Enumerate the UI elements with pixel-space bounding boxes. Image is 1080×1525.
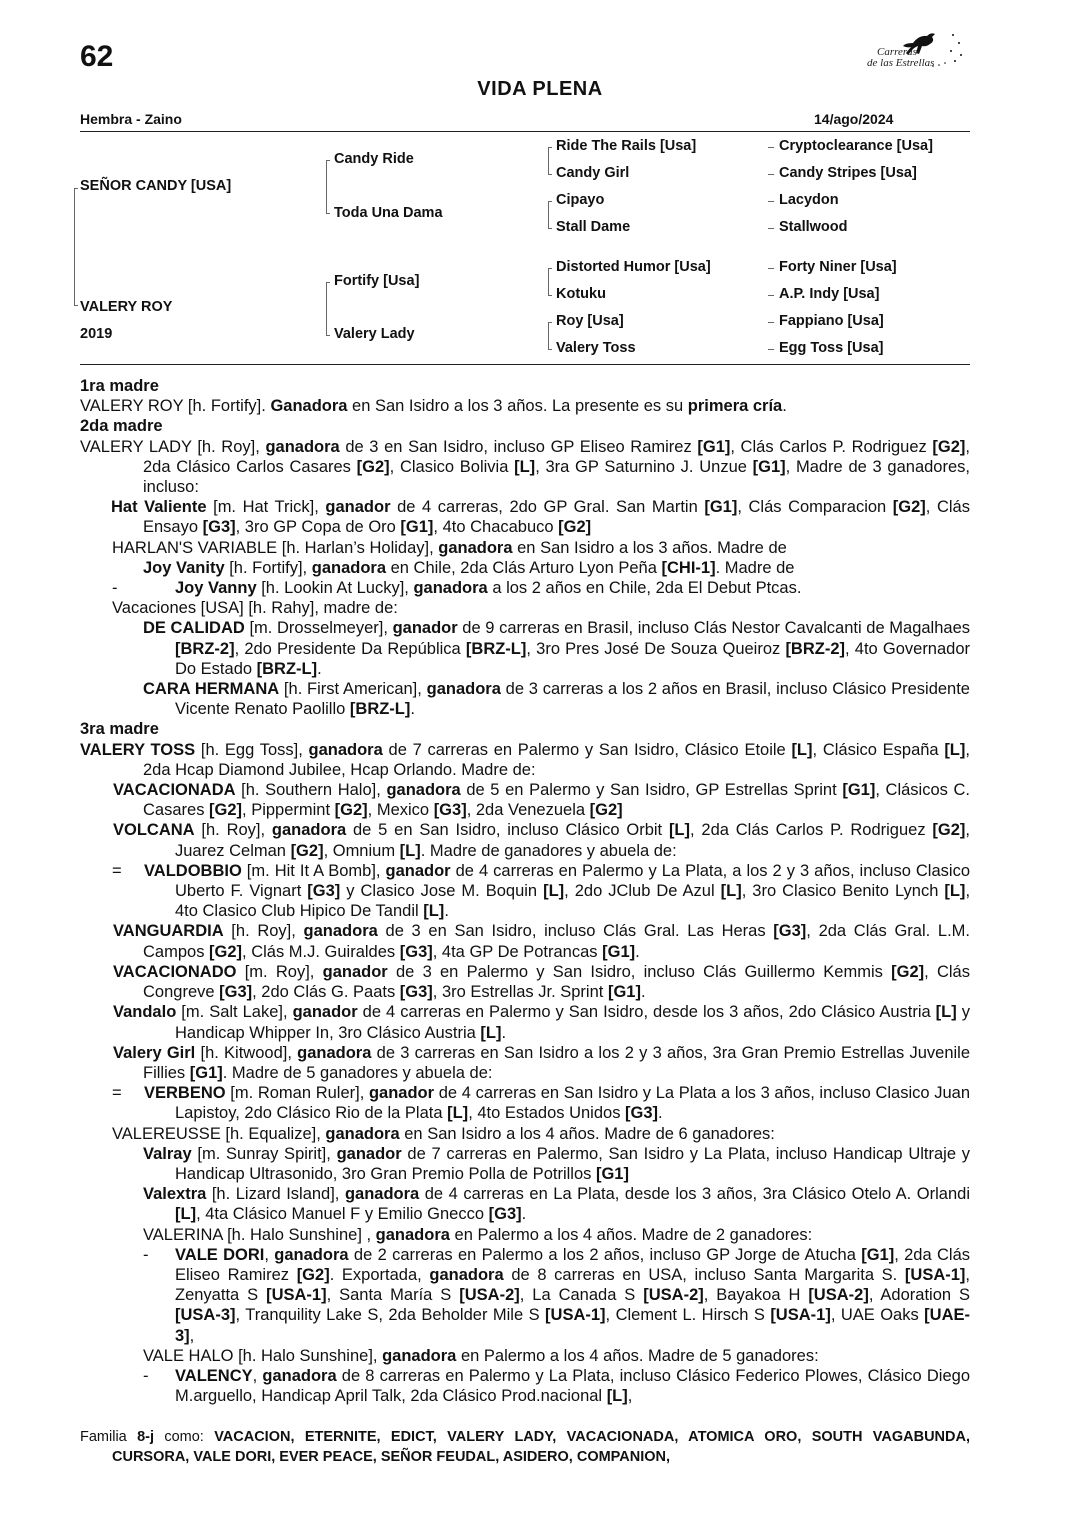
paragraph: Valextra [h. Lizard Island], ganadora de 4 carreras en La Plata, desde los 3 años, 3ra Clásico Otelo A. Orlandi [L], 4ta Clásico Manuel F y Emilio Gnecco [G3]. bbox=[143, 1185, 970, 1224]
paragraph bbox=[80, 1366, 970, 1406]
paragraph: Hat Valiente [m. Hat Trick], ganador de 4 carreras, 2do GP Gral. San Martin [G1], Clás Comparacion [G2], Clás Ensayo [G3], 3ro GP Copa de Oro [G1], 4to Chacabuco [G2] bbox=[111, 498, 970, 537]
paragraph-text: VALDOBBIO [m. Hit It A Bomb], ganador de 4 carreras en Palermo y La Plata, a los 2 y 3 años, incluso Clasico Uberto F. Vignart [G3] y Clasico Jose M. Boquin [L], 2do JClub De Azul [L], 3ro Clasico Benito Lynch [L], 4to Clasico Club Hipico De Tandil [L]. bbox=[144, 861, 971, 921]
dam: VALERY ROY bbox=[80, 299, 173, 315]
paragraph: VALERY ROY [h. Fortify]. Ganadora en San Isidro a los 3 años. La presente es su primera cría. bbox=[80, 397, 787, 416]
paragraph: CARA HERMANA [h. First American], ganadora de 3 carreras a los 2 años en Brasil, incluso Clásico Presidente Vicente Renato Paolillo [BRZ-L]. bbox=[143, 680, 970, 719]
section-heading: 3ra madre bbox=[80, 720, 159, 739]
produce-record bbox=[80, 376, 970, 1406]
pedigree-divider bbox=[80, 364, 970, 365]
pedigree-g3-8: Valery Toss bbox=[556, 340, 636, 356]
pedigree-g3-6: Kotuku bbox=[556, 286, 606, 302]
family-como: como: bbox=[154, 1429, 215, 1445]
logo-text-line2: de las Estrellas bbox=[867, 57, 935, 69]
paragraph: VANGUARDIA [h. Roy], ganadora de 3 en San Isidro, incluso Clás Gral. Las Heras [G3], 2da Clás Gral. L.M. Campos [G2], Clás M.J. Guiraldes [G3], 4ta GP De Potrancas [G1]. bbox=[113, 922, 971, 961]
dash-marker: - bbox=[143, 1245, 149, 1264]
paragraph-text: VERBENO [m. Roman Ruler], ganador de 4 carreras en San Isidro y La Plata a los 3 años, incluso Clasico Juan Lapistoy, 2do Clásico Rio de la Plata [L], 4to Estados Unidos [G3]. bbox=[144, 1084, 970, 1123]
pedigree-g4-4: Stallwood bbox=[779, 219, 848, 235]
paragraph: VACACIONADO [m. Roy], ganador de 3 en Palermo y San Isidro, incluso Clás Guillermo Kemmis [G2], Clás Congreve [G3], 2do Clás G. Paats [G3], 3ro Estrellas Jr. Sprint [G1]. bbox=[113, 962, 970, 1002]
dash-marker: - bbox=[112, 579, 118, 598]
pedigree-g4-3: Lacydon bbox=[779, 192, 839, 208]
family-code: 8-j bbox=[137, 1429, 154, 1445]
sire: SEÑOR CANDY [USA] bbox=[80, 178, 232, 194]
pedigree-g4-1: Cryptoclearance [Usa] bbox=[779, 138, 933, 154]
family-names: VACACION, ETERNITE, EDICT, VALERY LADY, VACACIONADA, ATOMICA ORO, SOUTH VAGABUNDA, CURSORA, VALE DORI, EVER PEACE, SEÑOR FEUDAL, ASIDERO, COMPANION, bbox=[112, 1429, 971, 1465]
paragraph: Valery Girl [h. Kitwood], ganadora de 3 carreras en San Isidro a los 2 y 3 años, 3ra Gran Premio Estrellas Juvenile Fillies [G1]. Madre de 5 ganadores y abuela de: bbox=[113, 1043, 971, 1082]
paragraph: HARLAN'S VARIABLE [h. Harlan’s Holiday], ganadora en San Isidro a los 3 años. Madre de bbox=[112, 538, 787, 557]
dash-marker: - bbox=[143, 1366, 149, 1385]
birth-year: 2019 bbox=[80, 326, 113, 342]
page-title: VIDA PLENA bbox=[477, 78, 603, 100]
pedigree-g4-6: A.P. Indy [Usa] bbox=[779, 286, 880, 302]
pedigree-g3-7: Roy [Usa] bbox=[556, 313, 624, 329]
pedigree-g4-7: Fappiano [Usa] bbox=[779, 313, 884, 329]
paragraph: VOLCANA [h. Roy], ganadora de 5 en San Isidro, incluso Clásico Orbit [L], 2da Clás Carlos P. Rodriguez [G2], Juarez Celman [G2], Omnium [L]. Madre de ganadores y abuela de: bbox=[113, 821, 970, 860]
paragraph bbox=[80, 1245, 970, 1346]
paragraph: VALEREUSSE [h. Equalize], ganadora en San Isidro a los 4 años. Madre de 6 ganadores: bbox=[112, 1124, 775, 1143]
equals-marker: = bbox=[112, 861, 122, 880]
paragraph: VALERY TOSS [h. Egg Toss], ganadora de 7 carreras en Palermo y San Isidro, Clásico Etoile [L], Clásico España [L], 2da Hcap Diamond Jubilee, Hcap Orlando. Madre de: bbox=[80, 740, 970, 779]
paragraph-text: VALE DORI, ganadora de 2 carreras en Palermo a los 2 años, incluso GP Jorge de Atucha [G1], 2da Clás Eliseo Ramirez [G2]. Exportada, ganadora de 8 carreras en USA, incluso Santa Margarita S. [USA-1], Zenyatta S [USA-1], Santa María S [USA-2], La Canada S [USA-2], Bayakoa H [USA-2], Adoration S [USA-3], Tranquility Lake S, 2da Beholder Mile S [USA-1], Clement L. Hirsch S [USA-1], UAE Oaks [UAE-3], bbox=[175, 1245, 971, 1345]
paragraph: VALERINA [h. Halo Sunshine] , ganadora en Palermo a los 4 años. Madre de 2 ganadores: bbox=[143, 1225, 813, 1244]
paragraph: Vacaciones [USA] [h. Rahy], madre de: bbox=[112, 599, 398, 618]
pedigree-g4-2: Candy Stripes [Usa] bbox=[779, 165, 917, 181]
section-heading: 2da madre bbox=[80, 417, 163, 436]
pedigree-g3-3: Cipayo bbox=[556, 192, 605, 208]
paragraph: DE CALIDAD [m. Drosselmeyer], ganador de 9 carreras en Brasil, incluso Clás Nestor Cavalcanti de Magalhaes [BRZ-2], 2do Presidente Da República [BRZ-L], 3ro Pres José De Souza Queiroz [BRZ-2], 4to Governador Do Estado [BRZ-L]. bbox=[143, 619, 971, 678]
pedigree-g4-5: Forty Niner [Usa] bbox=[779, 259, 897, 275]
logo-text-line1: Carreras bbox=[877, 46, 917, 58]
paragraph-text: Joy Vanny [h. Lookin At Lucky], ganadora a los 2 años en Chile, 2da El Debut Ptcas. bbox=[175, 579, 802, 598]
paragraph: VACACIONADA [h. Southern Halo], ganadora de 5 en Palermo y San Isidro, GP Estrellas Sprint [G1], Clásicos C. Casares [G2], Pippermint [G2], Mexico [G3], 2da Venezuela [G2] bbox=[113, 781, 971, 820]
family-prefix: Familia bbox=[80, 1429, 138, 1445]
paragraph: VALE HALO [h. Halo Sunshine], ganadora en Palermo a los 4 años. Madre de 5 ganadores: bbox=[143, 1346, 819, 1365]
pedigree-g3-4: Stall Dame bbox=[556, 219, 631, 235]
sex-color: Hembra - Zaino bbox=[80, 111, 182, 127]
carreras-logo bbox=[855, 25, 975, 85]
paragraph: VALERY LADY [h. Roy], ganadora de 3 en San Isidro, incluso GP Eliseo Ramirez [G1], Clás Carlos P. Rodriguez [G2], 2da Clásico Carlos Casares [G2], Clasico Bolivia [L], 3ra GP Saturnino J. Unzue [G1], Madre de 3 ganadores, incluso: bbox=[80, 437, 970, 497]
section-heading: 1ra madre bbox=[80, 377, 159, 395]
pedigree-g3-2: Candy Girl bbox=[556, 165, 630, 181]
pedigree-g3-5: Distorted Humor [Usa] bbox=[556, 259, 711, 275]
equals-marker: = bbox=[112, 1084, 122, 1103]
top-divider bbox=[80, 131, 970, 132]
date: 14/ago/2024 bbox=[814, 111, 894, 127]
page-number: 62 bbox=[80, 40, 114, 73]
paragraph-text: VALENCY, ganadora de 8 carreras en Palermo y La Plata, incluso Clásico Federico Plowes, Clásico Diego M.arguello, Handicap April Talk, 2da Clásico Prod.nacional [L], bbox=[175, 1366, 970, 1406]
pedigree-g2-4: Valery Lady bbox=[334, 326, 415, 342]
paragraph bbox=[80, 1083, 970, 1123]
pedigree-g2-2: Toda Una Dama bbox=[334, 205, 443, 221]
paragraph: Joy Vanity [h. Fortify], ganadora en Chile, 2da Clás Arturo Lyon Peña [CHI-1]. Madre de bbox=[143, 558, 795, 577]
pedigree-g4-8: Egg Toss [Usa] bbox=[779, 340, 884, 356]
paragraph bbox=[80, 578, 970, 598]
paragraph bbox=[80, 861, 970, 922]
paragraph: Vandalo [m. Salt Lake], ganador de 4 carreras en Palermo y San Isidro, desde los 3 años, 2do Clásico Austria [L] y Handicap Whipper In, 3ro Clásico Austria [L]. bbox=[113, 1003, 970, 1042]
pedigree-g2-3: Fortify [Usa] bbox=[334, 273, 420, 289]
pedigree-g2-1: Candy Ride bbox=[334, 151, 414, 167]
paragraph: Valray [m. Sunray Spirit], ganador de 7 carreras en Palermo, San Isidro y La Plata, incluso Handicap Ultraje y Handicap Ultrasonido, 3ro Gran Premio Polla de Potrillos [G1] bbox=[143, 1144, 971, 1183]
pedigree-g3-1: Ride The Rails [Usa] bbox=[556, 138, 697, 154]
family-line bbox=[80, 1427, 970, 1467]
